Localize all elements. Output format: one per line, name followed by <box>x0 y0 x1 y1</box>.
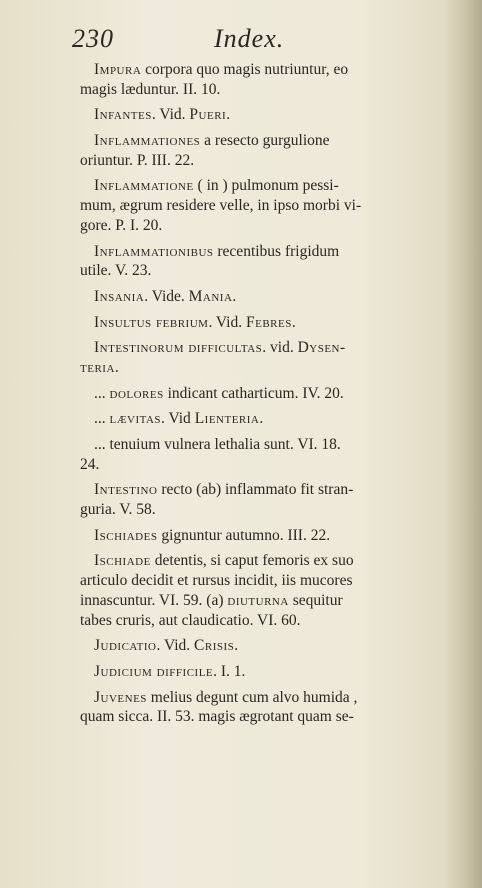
index-term: Pueri <box>189 106 227 124</box>
index-term: Insania <box>94 287 145 305</box>
index-line <box>80 435 442 455</box>
index-text: oriuntur. P. III. 22. <box>80 151 195 169</box>
index-text: 24. <box>80 455 100 473</box>
index-text: utile. V. 23. <box>80 262 152 280</box>
index-line <box>80 500 442 520</box>
index-term: Insultus febrium <box>94 313 209 331</box>
index-text: . vid. <box>262 339 298 357</box>
index-line <box>80 409 442 429</box>
index-text: gore. P. I. 20. <box>80 216 163 234</box>
index-line <box>80 105 442 125</box>
index-line <box>80 216 442 236</box>
index-line <box>80 358 442 378</box>
index-text: gignuntur autumno. III. 22. <box>157 526 331 544</box>
index-entry <box>80 60 442 99</box>
index-term: Infantes <box>94 106 152 124</box>
page-header <box>72 24 442 58</box>
index-text: tabes cruris, aut claudicatio. VI. 60. <box>80 611 301 629</box>
index-term: Inflammatione <box>94 177 194 195</box>
index-text: . Vid <box>161 410 195 428</box>
index-line <box>80 131 442 151</box>
index-text: . <box>259 410 264 428</box>
index-text: a resecto gurgulione <box>200 132 330 150</box>
index-term: Crisis <box>194 637 235 655</box>
index-text <box>80 60 442 727</box>
index-line <box>80 571 442 591</box>
index-line <box>80 591 442 611</box>
index-entry <box>80 688 442 727</box>
index-line <box>80 611 442 631</box>
index-text: detentis, si caput femoris ex suo <box>150 552 354 570</box>
index-text: innascuntur. VI. 59. (a) <box>80 591 228 609</box>
index-entry <box>80 662 442 682</box>
index-line <box>80 455 442 475</box>
index-line <box>80 242 442 262</box>
index-text: recto (ab) inflammato fit stran- <box>157 481 354 499</box>
index-text: . <box>234 637 239 655</box>
index-entry <box>80 313 442 333</box>
index-term: Ischiades <box>94 526 158 544</box>
index-text: . <box>114 358 119 376</box>
index-text: . Vide. <box>144 287 189 305</box>
index-line <box>80 480 442 500</box>
index-text: . Vid. <box>208 313 246 331</box>
index-line <box>80 287 442 307</box>
index-line <box>80 313 442 333</box>
index-entry <box>80 176 442 235</box>
index-text: . <box>226 106 231 124</box>
index-line <box>80 707 442 727</box>
index-text: melius degunt cum alvo humida , <box>146 688 358 706</box>
page-number: 230 <box>72 24 114 53</box>
index-line <box>80 338 442 358</box>
index-text: ( in ) pulmonum pessi- <box>193 177 339 195</box>
index-entry <box>80 551 442 630</box>
index-text: . Vid. <box>156 637 195 655</box>
index-text: guria. V. 58. <box>80 501 156 519</box>
index-text: recentibus frigidum <box>213 242 340 260</box>
index-entry <box>80 131 442 170</box>
index-text: articulo decidit et rursus incidit, iis mucores <box>80 572 353 590</box>
index-term: Ischiade <box>94 552 151 570</box>
index-term: diuturna <box>227 591 289 609</box>
index-text: magis læduntur. II. 10. <box>80 80 221 98</box>
index-entry <box>80 338 442 377</box>
index-line <box>80 636 442 656</box>
index-text: ... tenuium vulnera lethalia sunt. VI. 18. <box>94 436 341 453</box>
index-term: dolores <box>109 384 164 402</box>
index-text: . Vid. <box>151 106 190 124</box>
index-entry <box>80 287 442 307</box>
index-term: Lienteria <box>194 410 260 428</box>
index-term: Mania <box>188 287 233 305</box>
index-entry <box>80 526 442 546</box>
index-entry <box>80 480 442 519</box>
index-line <box>80 261 442 281</box>
index-text: ... <box>94 384 110 402</box>
index-term: Juvenes <box>94 688 147 706</box>
index-line <box>80 384 442 404</box>
index-text: . <box>232 287 237 305</box>
index-term: Judicatio <box>94 637 157 655</box>
index-term: Impura <box>94 61 142 78</box>
index-text: corpora quo magis nutriuntur, eo <box>141 61 349 78</box>
index-term: lævitas <box>109 410 162 428</box>
index-term: Judicium difficile <box>94 662 214 680</box>
index-line <box>80 80 442 100</box>
index-entry <box>80 242 442 281</box>
index-text: sequitur <box>288 591 343 609</box>
index-term: Febres <box>245 313 292 331</box>
index-line <box>80 60 442 80</box>
index-line <box>80 196 442 216</box>
index-line <box>80 662 442 682</box>
index-text: mum, ægrum residere velle, in ipso morbi vi- <box>80 197 362 215</box>
index-term: teria <box>80 358 115 376</box>
index-entry <box>80 409 442 429</box>
index-entry <box>80 435 442 474</box>
index-term: Dysen- <box>297 339 346 357</box>
index-line <box>80 526 442 546</box>
index-line <box>80 688 442 708</box>
page-edge-shadow <box>444 0 482 888</box>
index-line <box>80 176 442 196</box>
index-text: . I. 1. <box>213 662 246 680</box>
index-line <box>80 551 442 571</box>
index-text: ... <box>94 410 110 428</box>
index-term: Intestinorum difficultas <box>94 339 263 357</box>
running-head: Index. <box>214 24 285 53</box>
index-entry <box>80 636 442 656</box>
index-entry <box>80 384 442 404</box>
index-term: Inflammationes <box>94 132 201 150</box>
index-text: . <box>291 313 296 331</box>
index-text: indicant catharticum. IV. 20. <box>163 384 344 402</box>
index-entry <box>80 105 442 125</box>
index-term: Inflammationibus <box>94 242 214 260</box>
index-line <box>80 151 442 171</box>
index-text: quam sicca. II. 53. magis ægrotant quam se- <box>80 708 354 726</box>
index-term: Intestino <box>94 481 158 499</box>
